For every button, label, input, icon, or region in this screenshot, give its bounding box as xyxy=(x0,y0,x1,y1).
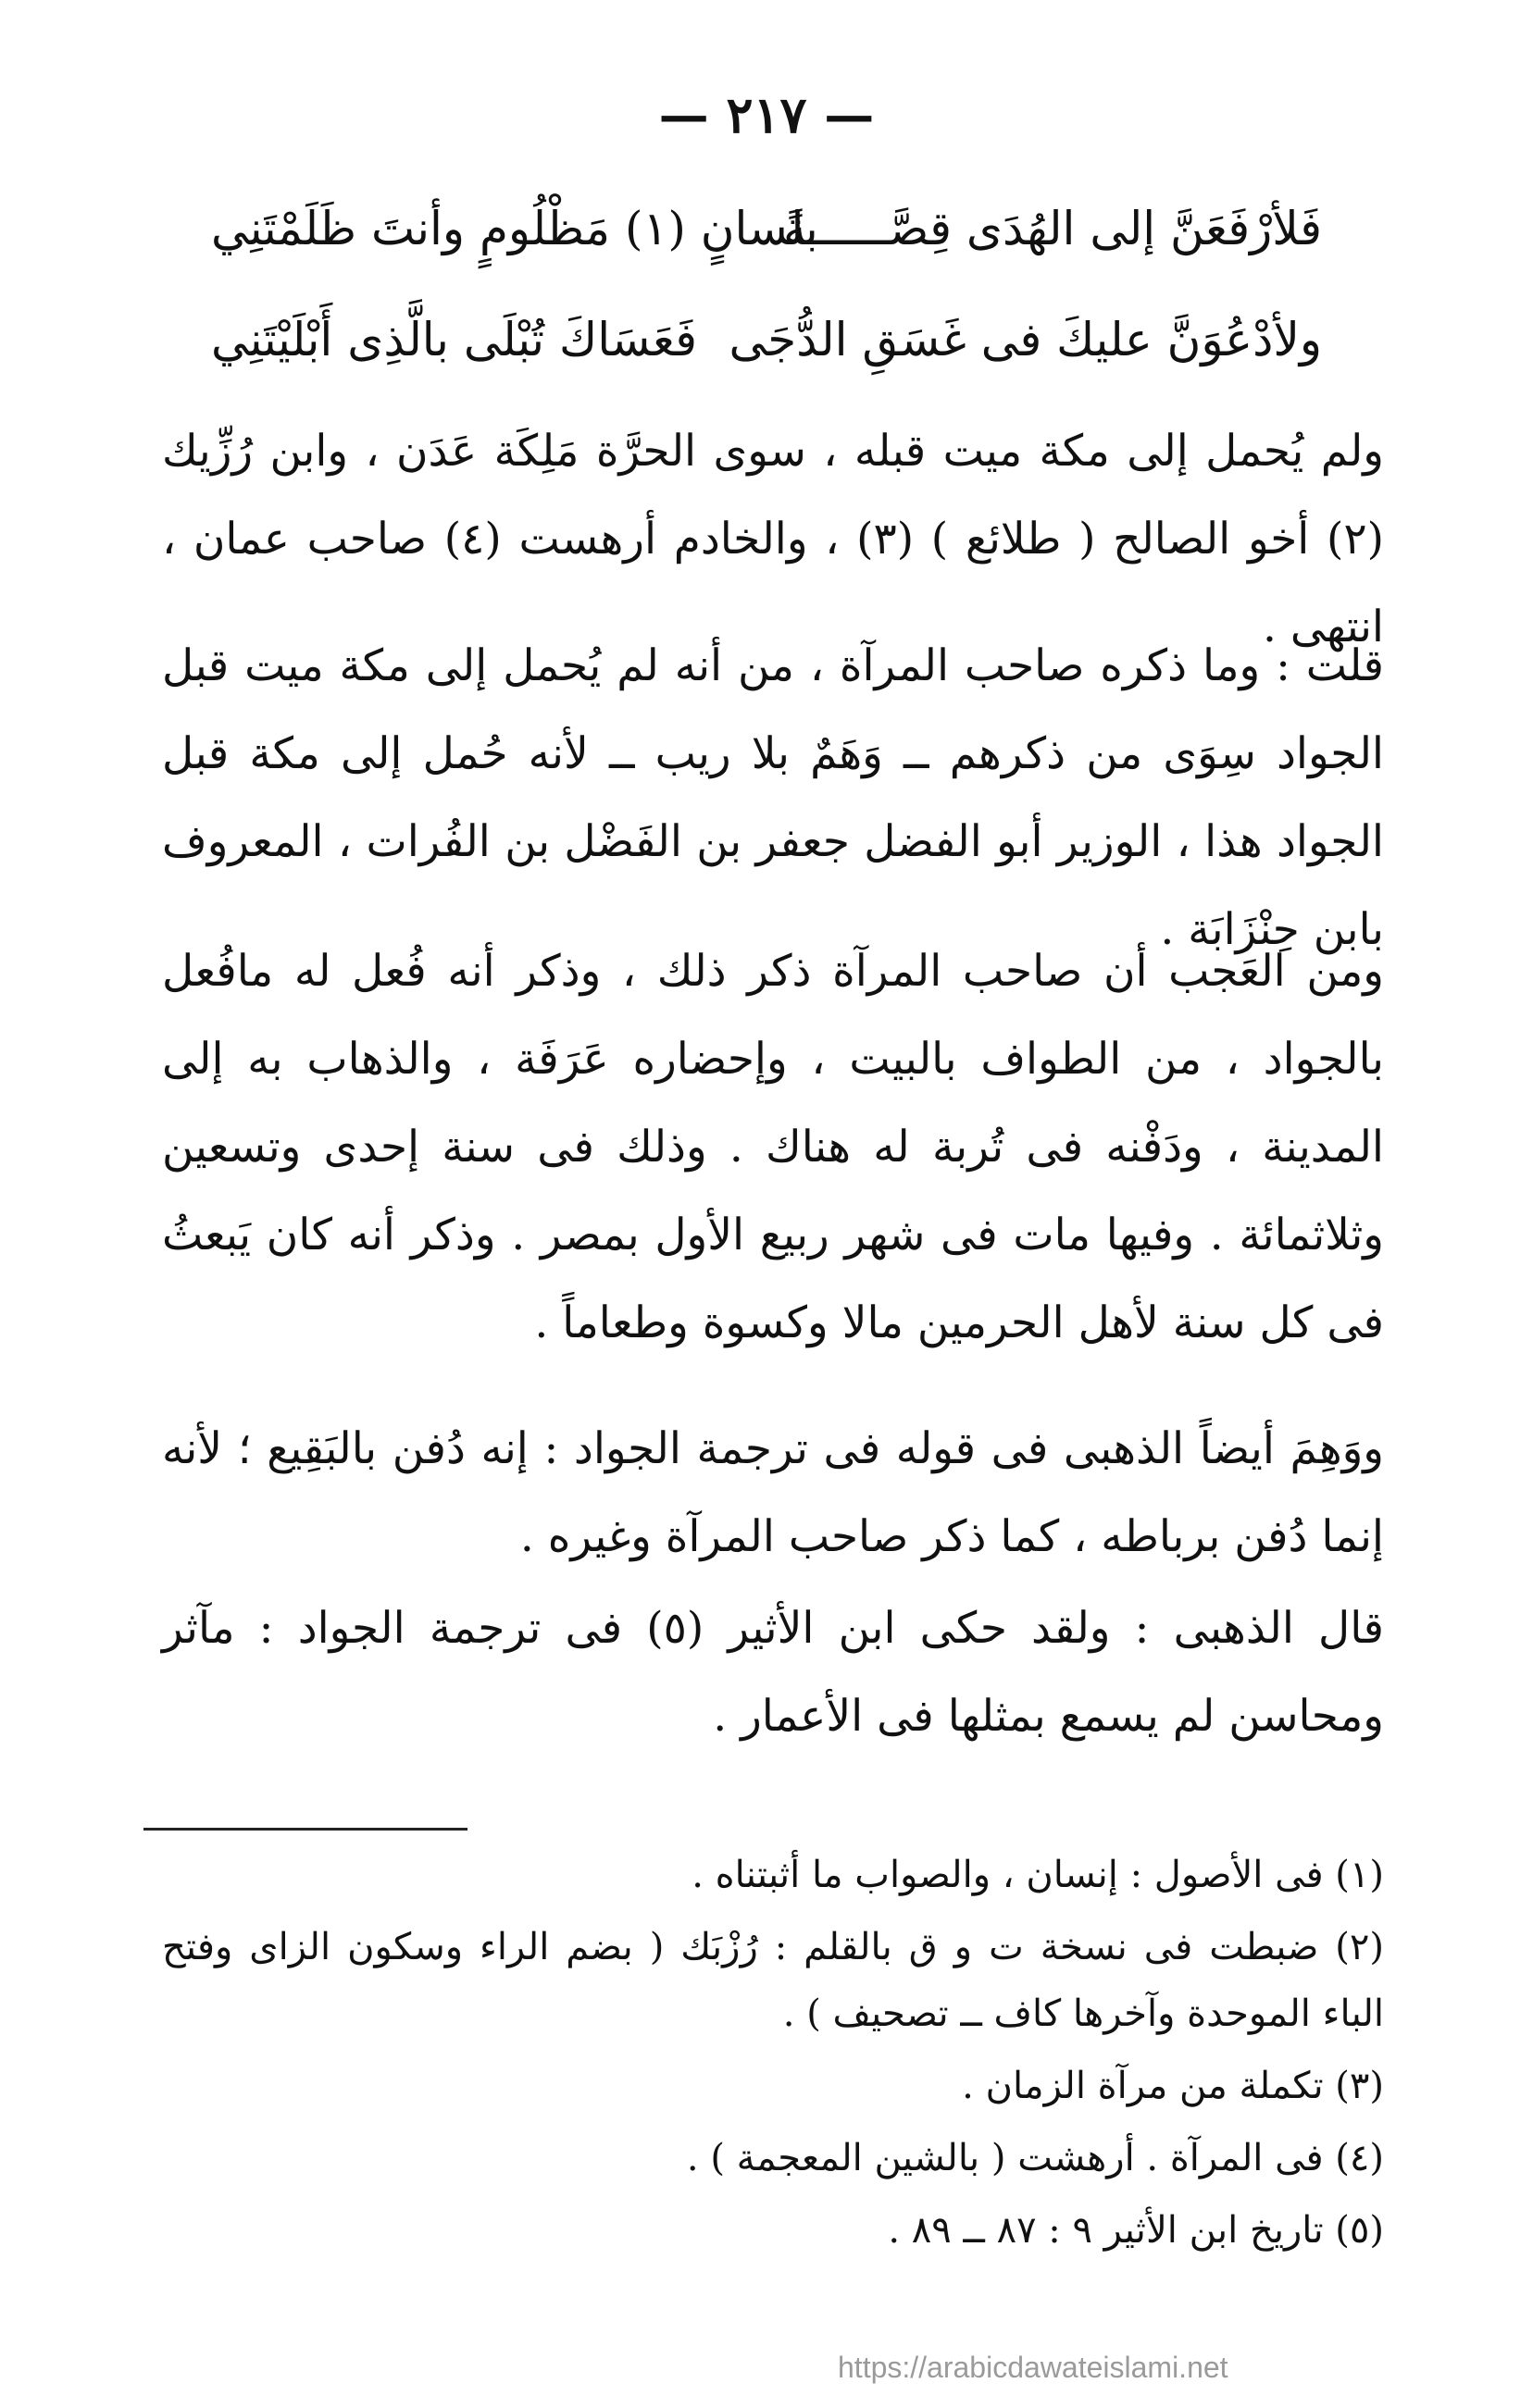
footnote: (٣) تكملة من مرآة الزمان . xyxy=(962,2065,1384,2107)
footnote: (٤) فى المرآة . أرهشت ( بالشين المعجمة ) . xyxy=(686,2137,1384,2179)
poem-verse xyxy=(211,202,1322,276)
footnote: (٢) ضبطت فى نسخة ت و ق بالقلم : رُزْبَك ( بضم الراء وسكون الزاى وفتح الباء الموحدة وآخرها كاف ــ تصحيف ) . xyxy=(162,1926,1385,2035)
body-paragraph: قال الذهبى : ولقد حكى ابن الأثير (٥) فى ترجمة الجواد : مآثر ومحاسن لم يسمع بمثلها فى الأعمار . xyxy=(162,1603,1384,1742)
footnote: (٥) تاريخ ابن الأثير ٩ : ٨٧ ــ ٨٩ . xyxy=(888,2209,1384,2252)
verse-second-hemistich: فَعَسَاكَ تُبْلَى بالَّذِى أَبْلَيْتَنِي xyxy=(211,313,698,366)
footnotes-list xyxy=(162,1842,1384,2269)
verse-second-hemistich: بلسانٍ (١) مَظْلُومٍ وأنتَ ظَلَمْتَنِي xyxy=(211,202,818,255)
footnote-separator xyxy=(143,1828,467,1831)
verse-first-hemistich: فَلأرْفَعَنَّ إلى الهُدَى قِصَّــــــةً xyxy=(783,202,1322,255)
page-number: — ٢١٧ — xyxy=(658,85,875,144)
poem-verse xyxy=(211,313,1322,387)
body-paragraph: ووَهِمَ أيضاً الذهبى فى قوله فى ترجمة الجواد : إنه دُفن بالبَقِيع ؛ لأنه إنما دُفن برباطه ، كما ذكر صاحب المرآة وغيره . xyxy=(162,1423,1384,1562)
footnote: (١) فى الأصول : إنسان ، والصواب ما أثبتناه . xyxy=(692,1854,1384,1896)
body-paragraph: ولم يُحمل إلى مكة ميت قبله ، سوى الحرَّة مَلِكَة عَدَن ، وابن رُزِّيك (٢) أخو الصالح ( طلائع ) (٣) ، والخادم أرهست (٤) صاحب عمان ، انتهى . xyxy=(162,426,1384,652)
watermark-url: https://arabicdawateislami.net xyxy=(838,2351,1228,2384)
verse-first-hemistich: ولأدْعُوَنَّ عليكَ فى غَسَقِ الدُّجَى xyxy=(729,313,1322,366)
body-paragraph: قلت : وما ذكره صاحب المرآة ، من أنه لم يُحمل إلى مكة ميت قبل الجواد سِوَى من ذكرهم ــ وَهَمٌ بلا ريب ــ لأنه حُمل إلى مكة قبل الجواد هذا ، الوزير أبو الفضل جعفر بن الفَضْل بن الفُرات ، المعروف بابن حِنْزَابَة . xyxy=(162,640,1384,955)
body-paragraph: ومن العَجب أن صاحب المرآة ذكر ذلك ، وذكر أنه فُعل له مافُعل بالجواد ، من الطواف بالبيت ، وإحضاره عَرَفَة ، والذهاب به إلى المدينة ، ودَفْنه فى تُربة له هناك . وذلك فى سنة إحدى وتسعين وثلاثمائة . وفيها مات فى شهر ربيع الأول بمصر . وذكر أنه كان يَبعثُ فى كل سنة لأهل الحرمين مالا وكسوة وطعاماً . xyxy=(162,946,1384,1348)
